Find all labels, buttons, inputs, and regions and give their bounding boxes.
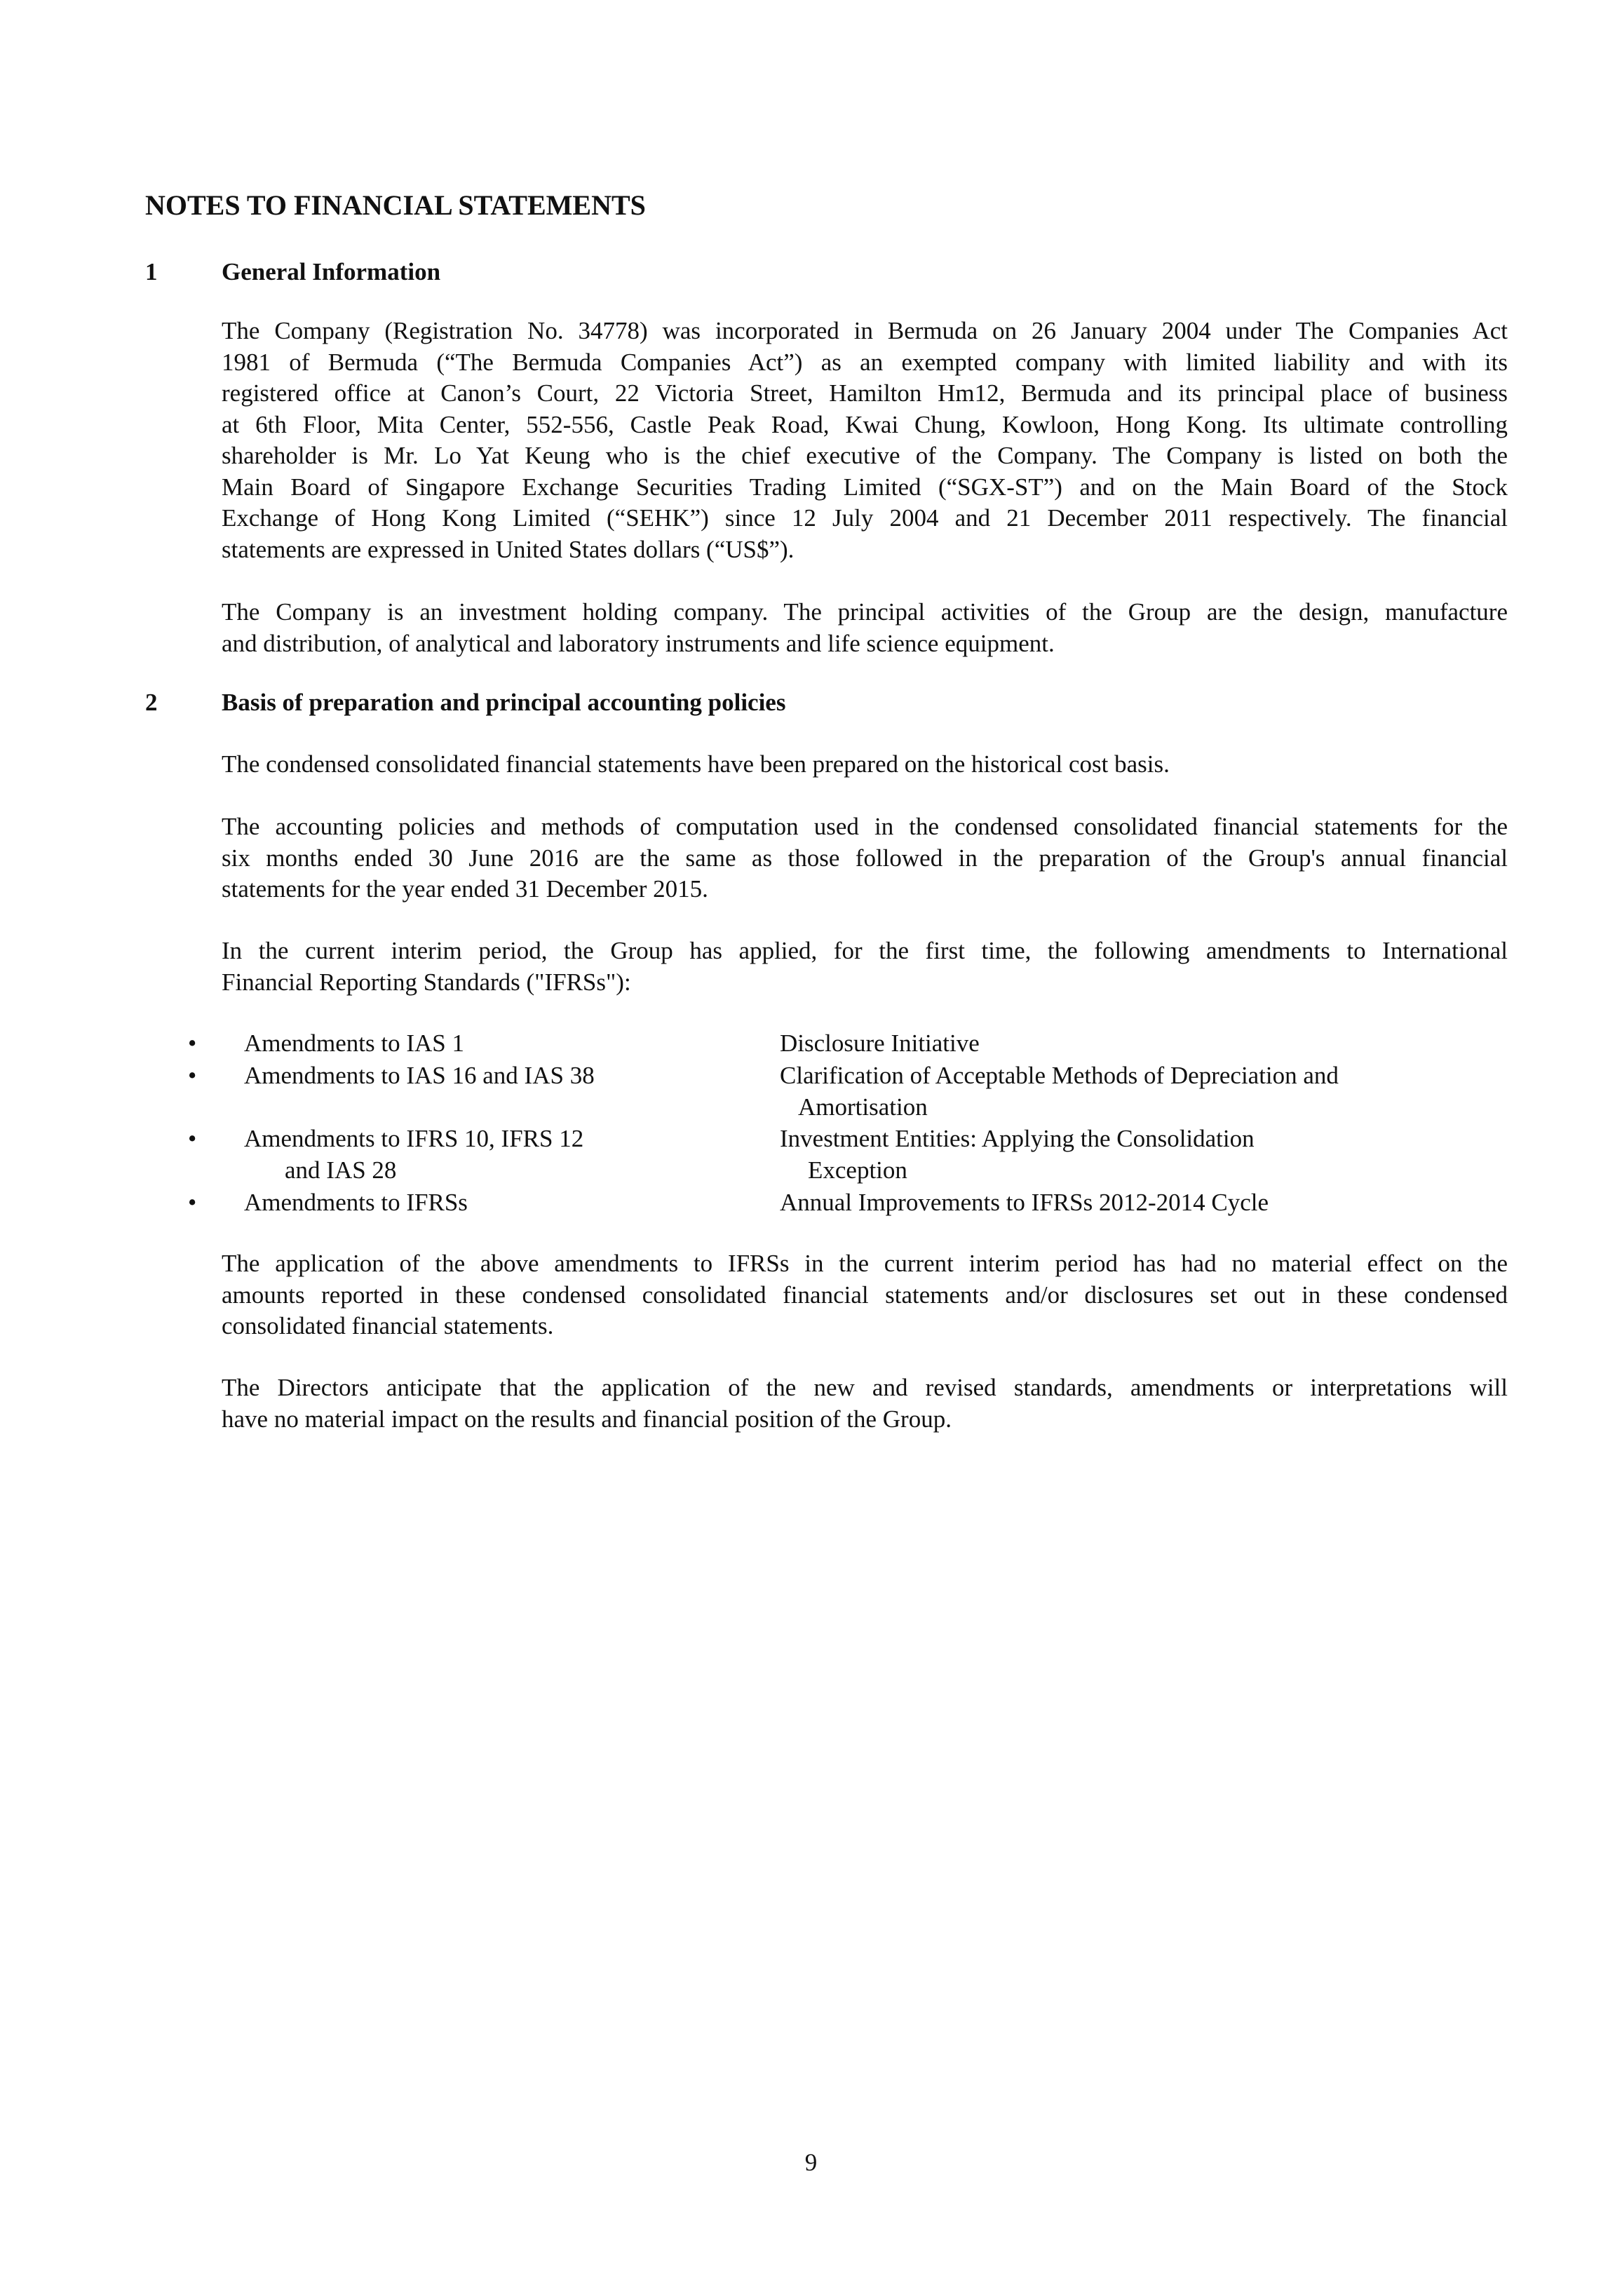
amendment-name — [244, 1028, 464, 1060]
text-line: at 6th Floor, Mita Center, 552-556, Castle Peak Road, Kwai Chung, Kowloon, Hong Kong. Its ultimate controlling — [222, 410, 1508, 438]
page-number: 9 — [804, 2149, 818, 2176]
text-line: have no material impact on the results and financial position of the Group. — [222, 1405, 952, 1433]
text-line: Amortisation — [798, 1093, 928, 1121]
section-number: 2 — [145, 689, 158, 716]
amendment-name — [244, 1123, 583, 1186]
text-line: The Company (Registration No. 34778) was incorporated in Bermuda on 26 January 2004 under The Companies Act — [222, 317, 1508, 344]
text-line: Clarification of Acceptable Methods of Depreciation and — [780, 1062, 1339, 1089]
text-line: Disclosure Initiative — [780, 1029, 980, 1057]
text-line: Main Board of Singapore Exchange Securities Trading Limited (“SGX-ST”) and on the Main Board of the Stock — [222, 473, 1508, 501]
text-line: statements for the year ended 31 December 2015. — [222, 875, 708, 903]
bullet-icon: • — [188, 1029, 197, 1057]
text-line: Annual Improvements to IFRSs 2012-2014 Cycle — [780, 1189, 1269, 1216]
text-line: Investment Entities: Applying the Consolidation — [780, 1125, 1255, 1152]
amendment-name — [244, 1060, 595, 1092]
paragraph-company-background — [222, 316, 1508, 565]
bullet-icon: • — [188, 1189, 197, 1216]
text-line: The accounting policies and methods of computation used in the condensed consolidated financial statements for the — [222, 813, 1508, 840]
text-line: 1981 of Bermuda (“The Bermuda Companies Act”) as an exempted company with limited liability and with its — [222, 348, 1508, 376]
section-number: 1 — [145, 258, 158, 285]
text-line: The Company is an investment holding company. The principal activities of the Group are the design, manufacture — [222, 598, 1508, 626]
text-line: Exception — [808, 1156, 907, 1184]
amendment-description — [780, 1060, 1339, 1123]
paragraph-accounting-policies — [222, 811, 1508, 905]
text-line: Amendments to IAS 16 and IAS 38 — [244, 1062, 595, 1089]
text-line: consolidated financial statements. — [222, 1312, 554, 1339]
text-line: Financial Reporting Standards ("IFRSs"): — [222, 968, 631, 996]
text-line: registered office at Canon’s Court, 22 Victoria Street, Hamilton Hm12, Bermuda and its principal place of business — [222, 379, 1508, 407]
section-title: General Information — [222, 258, 441, 285]
paragraph-amendments-intro — [222, 936, 1508, 998]
text-line: Exchange of Hong Kong Limited (“SEHK”) since 12 July 2004 and 21 December 2011 respectively. The financial — [222, 504, 1508, 532]
text-line: and IAS 28 — [285, 1156, 397, 1184]
text-line: and distribution, of analytical and laboratory instruments and life science equipment. — [222, 629, 1055, 657]
bullet-icon: • — [188, 1062, 197, 1089]
text-line: Amendments to IFRS 10, IFRS 12 — [244, 1125, 584, 1152]
text-line: The Directors anticipate that the application of the new and revised standards, amendments or interpretations will — [222, 1374, 1508, 1401]
bullet-icon: • — [188, 1125, 197, 1152]
page-title: NOTES TO FINANCIAL STATEMENTS — [145, 189, 646, 221]
amendment-name — [244, 1187, 468, 1219]
paragraph-historical-cost — [222, 749, 1508, 781]
amendment-description — [780, 1028, 980, 1060]
section-title: Basis of preparation and principal accounting policies — [222, 689, 786, 716]
amendment-description — [780, 1187, 1269, 1219]
text-line: The condensed consolidated financial statements have been prepared on the historical cost basis. — [222, 750, 1170, 778]
text-line: statements are expressed in United States dollars (“US$”). — [222, 535, 795, 563]
text-line: Amendments to IFRSs — [244, 1189, 468, 1216]
paragraph-no-material-effect — [222, 1248, 1508, 1342]
paragraph-directors-anticipate — [222, 1372, 1508, 1435]
paragraph-principal-activities — [222, 597, 1508, 659]
text-line: shareholder is Mr. Lo Yat Keung who is the chief executive of the Company. The Company is listed on both the — [222, 442, 1508, 469]
text-line: six months ended 30 June 2016 are the same as those followed in the preparation of the Group's annual financial — [222, 844, 1508, 872]
text-line: Amendments to IAS 1 — [244, 1029, 465, 1057]
text-line: amounts reported in these condensed consolidated financial statements and/or disclosures set out in these condensed — [222, 1281, 1508, 1309]
text-line: The application of the above amendments to IFRSs in the current interim period has had no material effect on the — [222, 1250, 1508, 1277]
amendment-description — [780, 1123, 1255, 1186]
text-line: In the current interim period, the Group has applied, for the first time, the following amendments to International — [222, 937, 1508, 964]
